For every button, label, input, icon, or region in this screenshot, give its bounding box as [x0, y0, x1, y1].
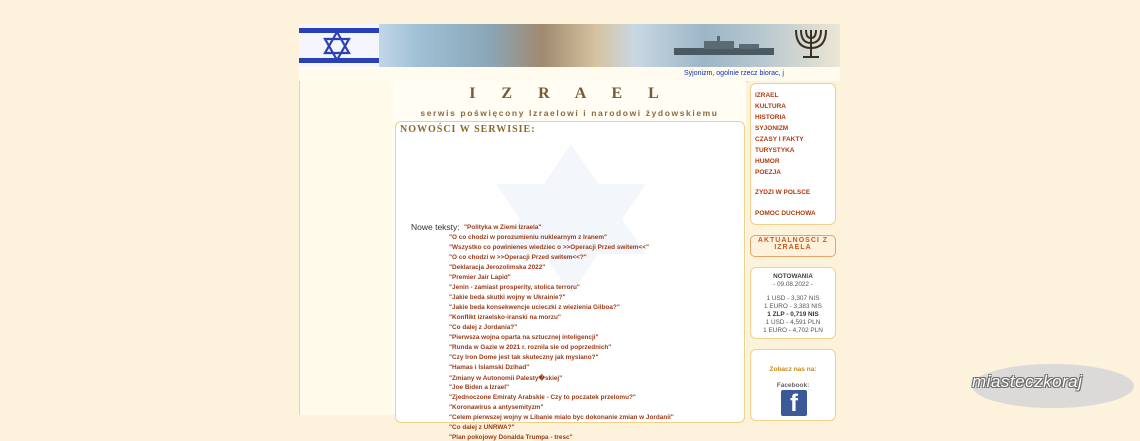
- article-link[interactable]: "Konflikt izraelsko-iranski na morzu": [449, 314, 561, 321]
- article-link[interactable]: "Premier Jair Lapid": [449, 274, 511, 281]
- news-box: [395, 121, 745, 441]
- news-heading: NOWOŚCI W SERWISIE:: [400, 124, 536, 135]
- nav-item-poezja[interactable]: POEZJA: [755, 169, 782, 176]
- article-link[interactable]: "Jakie beda skutki wojny w Ukrainie?": [449, 294, 566, 301]
- facebook-label: Facebook:: [776, 382, 810, 389]
- social-panel: [750, 349, 836, 421]
- rate-line: 1 USD - 3,307 NIS: [766, 295, 820, 302]
- article-link[interactable]: "Wszystko co powinienes wiedziec o >>Operacji Przed switem<<": [449, 244, 649, 251]
- rate-line: 1 ZLP - 0,719 NIS: [767, 311, 819, 318]
- left-column: [299, 81, 394, 415]
- nav-item-zydzi-w-polsce[interactable]: ZYDZI W POLSCE: [755, 189, 811, 196]
- site-title: I Z R A E L: [469, 85, 670, 102]
- rates-date: - 09.08.2022 -: [773, 281, 813, 288]
- article-link[interactable]: "Celem pierwszej wojny w Libanie mialo byc dokonanie zmian w Jordanii": [449, 414, 674, 421]
- header-banner: [299, 24, 840, 67]
- article-link[interactable]: "O co chodzi w >>Operacji Przed switem<<?": [449, 254, 587, 261]
- nav-item-pomoc-duchowa[interactable]: POMOC DUCHOWA: [755, 210, 816, 217]
- tagline-marquee: Syjonizm, ogolnie rzecz biorac, j: [684, 70, 784, 77]
- tagline-bar: [299, 67, 840, 82]
- nav-item-turystyka[interactable]: TURYSTYKA: [755, 147, 795, 154]
- article-link[interactable]: "Zmiany w Autonomii Palesty�skiej": [449, 375, 563, 382]
- nav-item-kultura[interactable]: KULTURA: [755, 103, 786, 110]
- article-link[interactable]: "Co dalej z Jordania?": [449, 324, 518, 331]
- menorah-icon: [791, 26, 831, 62]
- article-link[interactable]: "Zjednoczone Emiraty Arabskie - Czy to poczatek przelomu?": [449, 394, 636, 401]
- nav-item-czasy-i-fakty[interactable]: CZASY I FAKTY: [755, 136, 804, 143]
- facebook-letter: f: [790, 390, 798, 417]
- nav-item-historia[interactable]: HISTORIA: [755, 114, 786, 121]
- article-link[interactable]: "Jenin - zamiast prosperity, stolica terroru": [449, 284, 580, 291]
- rates-title: NOTOWANIA: [773, 273, 813, 280]
- rate-line: 1 USD - 4,591 PLN: [765, 319, 821, 326]
- nav-menu: [750, 83, 836, 225]
- article-link[interactable]: "Jakie beda konsekwencje ucieczki z wiezienia Gilboa?": [449, 304, 620, 311]
- article-link[interactable]: "O co chodzi w porozumieniu nuklearnym z Iranem": [449, 234, 608, 241]
- nav-item-humor[interactable]: HUMOR: [755, 158, 780, 165]
- star-of-david-icon: [321, 30, 353, 62]
- article-link[interactable]: "Koronawirus a antysemityzm": [449, 404, 544, 411]
- article-link[interactable]: "Runda w Gazie w 2021 r. roznila sie od poprzednich": [449, 344, 612, 351]
- main-content: [393, 81, 746, 441]
- watermark: miasteczkoraj: [972, 372, 1083, 391]
- aktualnosci-label: AKTUALNOŚCI Z IZRAELA: [757, 237, 829, 251]
- site-subtitle: serwis poświęcony Izraelowi i narodowi żydowskiemu: [420, 108, 719, 118]
- article-link[interactable]: "Plan pokojowy Donalda Trumpa - tresc": [449, 434, 573, 441]
- article-link[interactable]: "Deklaracja Jerozolimska 2022": [449, 264, 546, 271]
- nav-item-syjonizm[interactable]: SYJONIZM: [755, 125, 789, 132]
- facebook-icon[interactable]: [781, 390, 807, 416]
- article-link[interactable]: "Co dalej z UNRWA?": [449, 424, 515, 431]
- article-link[interactable]: "Joe Biden a Izrael": [449, 384, 510, 391]
- aktualnosci-button[interactable]: [750, 235, 836, 257]
- article-link[interactable]: "Polityka w Ziemi Izraela": [464, 224, 542, 231]
- right-sidebar: [748, 81, 840, 415]
- ship-image: [669, 36, 779, 58]
- star-of-david-watermark-icon: [491, 144, 651, 294]
- rate-line: 1 EURO - 4,702 PLN: [763, 327, 823, 334]
- article-link[interactable]: "Pierwsza wojna oparta na sztucznej inteligencji": [449, 334, 599, 341]
- see-us-label: Zobacz nas na:: [769, 366, 817, 373]
- rate-line: 1 EURO - 3,383 NIS: [764, 303, 822, 310]
- new-texts-label: Nowe teksty:: [411, 222, 460, 232]
- article-link[interactable]: "Hamas i Islamski Dzihad": [449, 364, 530, 371]
- nav-item-izrael[interactable]: IZRAEL: [755, 92, 779, 99]
- exchange-rates: [750, 267, 836, 339]
- article-link[interactable]: "Czy Iron Dome jest tak skuteczny jak myslano?": [449, 354, 599, 361]
- israel-flag: [299, 24, 379, 67]
